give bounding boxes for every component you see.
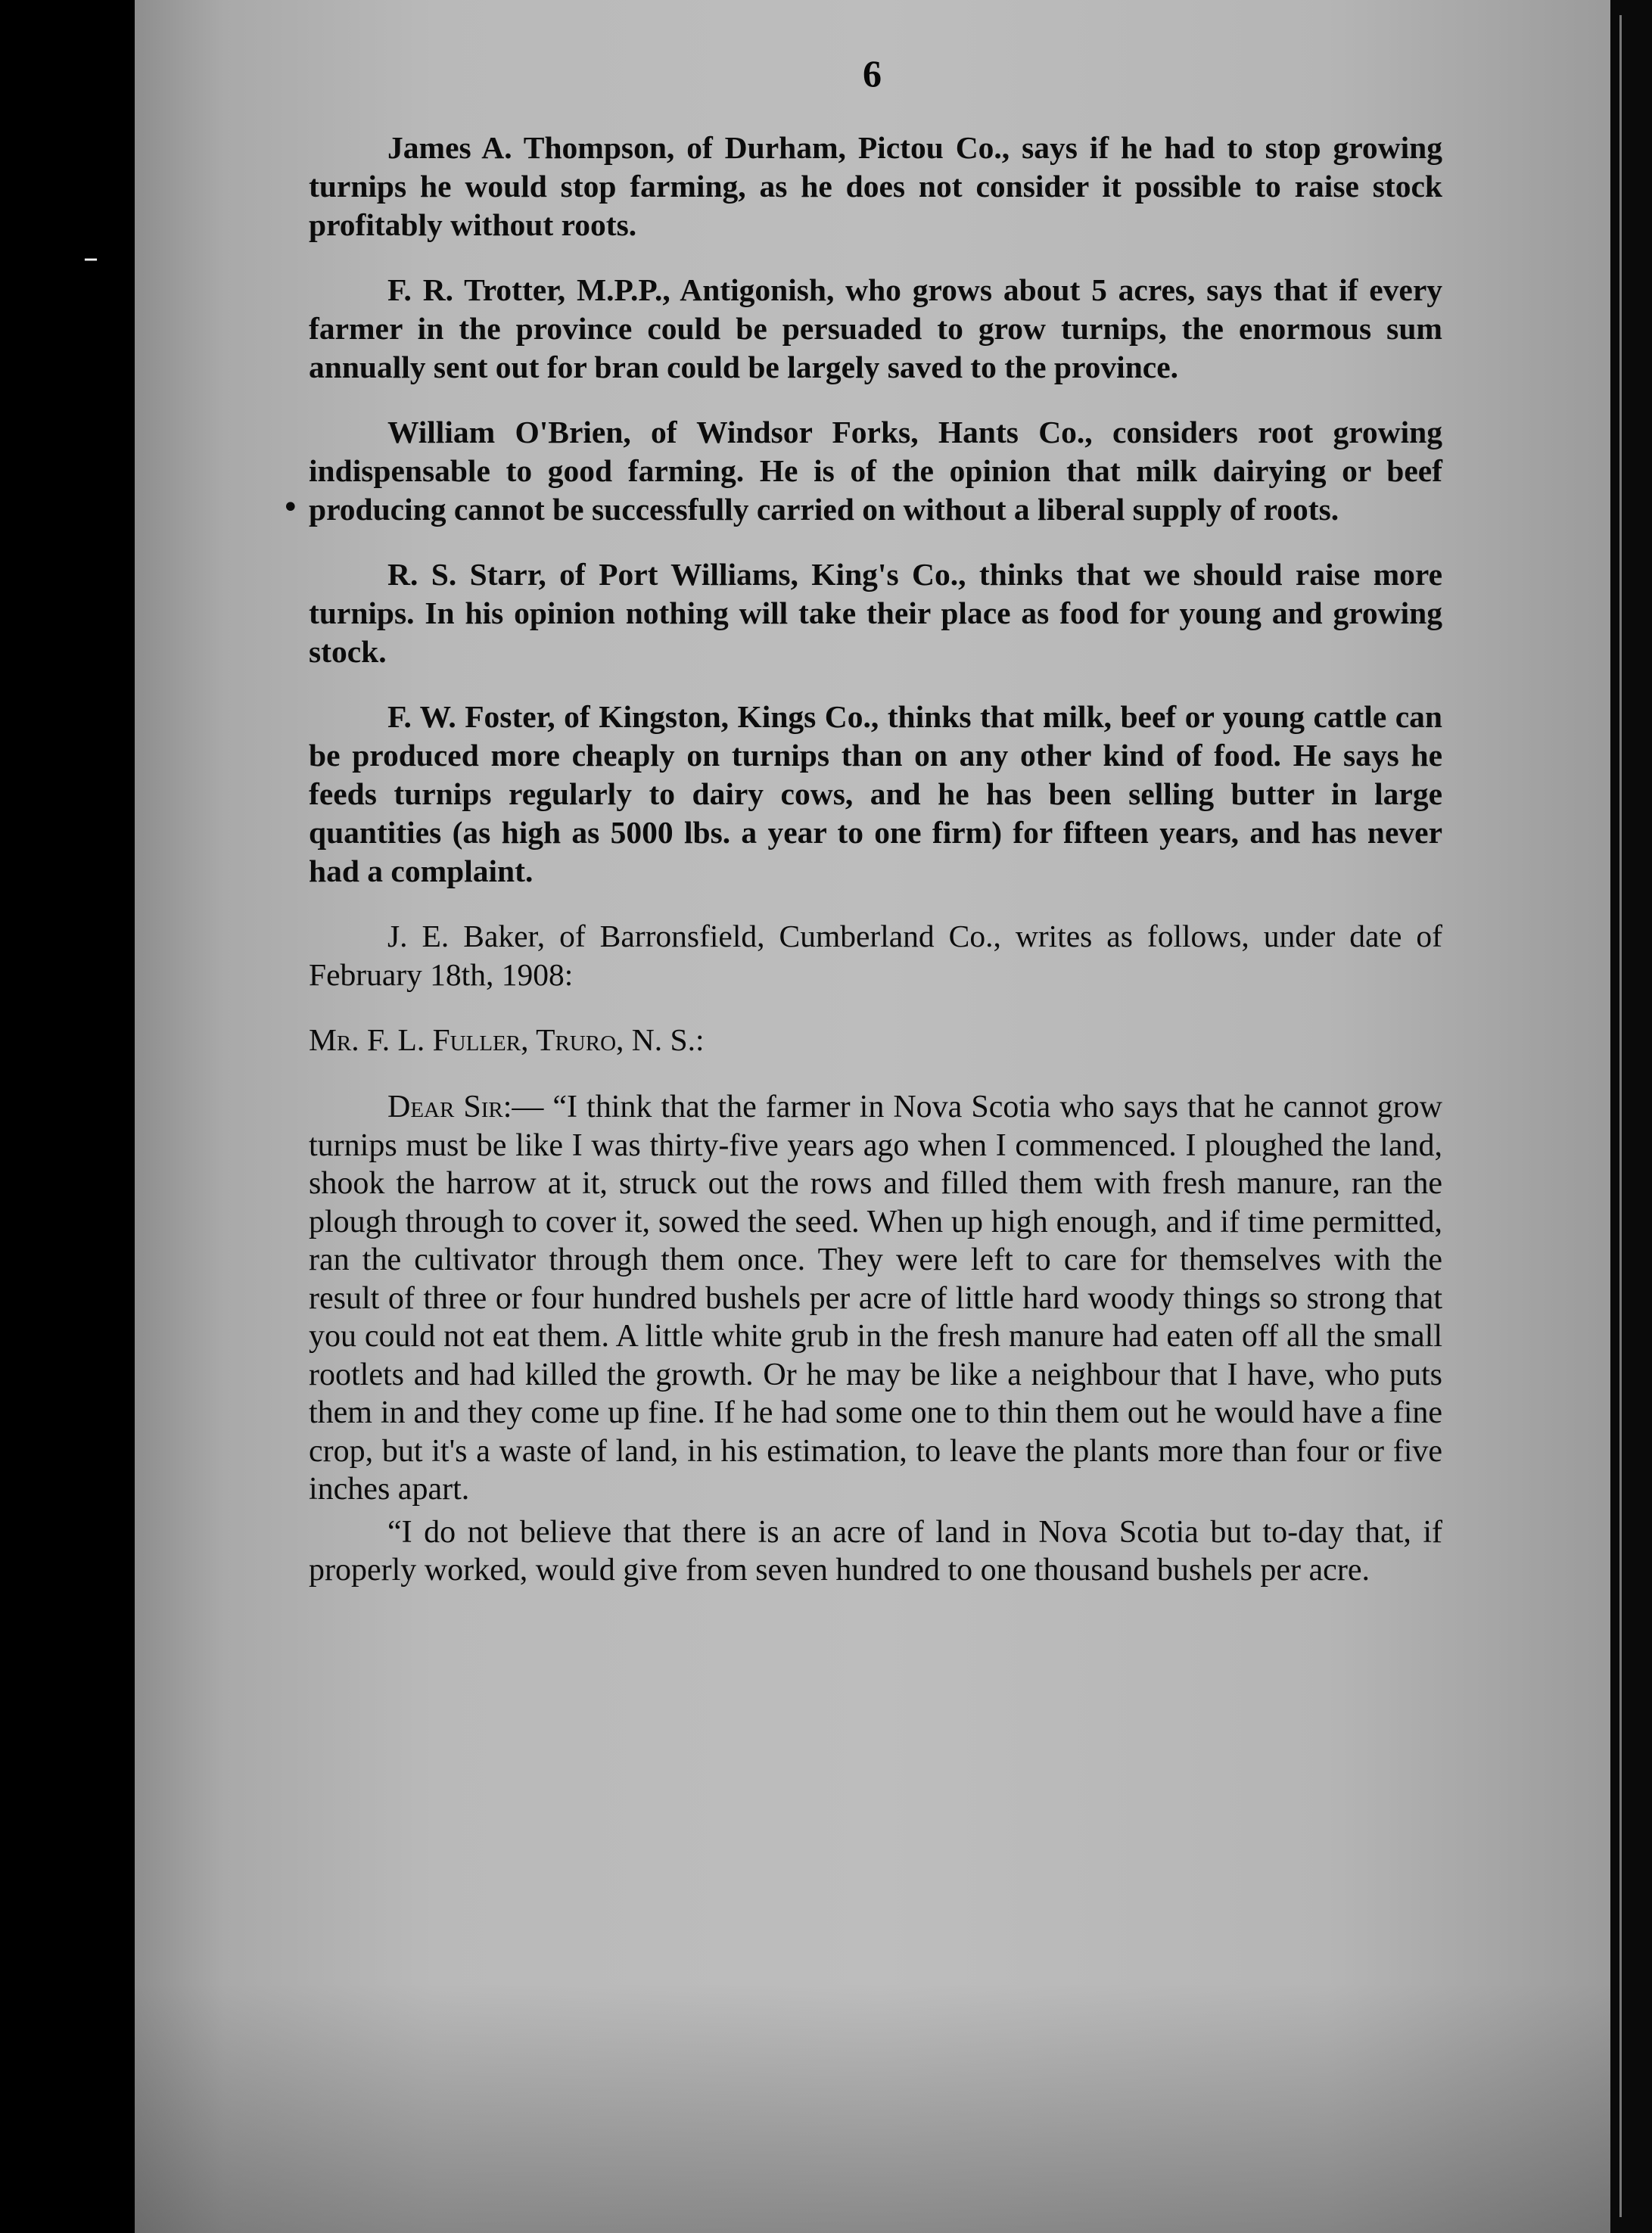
- paragraph-starr: R. S. Starr, of Port Williams, King's Co., thinks that we should raise more turnips. In his opinion nothing will take their place as food for young and growing stock.: [309, 557, 1442, 669]
- document-body: [309, 129, 1442, 1594]
- letter-body-1: :— “I think that the farmer in Nova Scotia who says that he cannot grow turnips must be like I was thirty-five years ago when I commenced. I ploughed the land, shook the harrow at it, struck out the rows and filled them with fresh manure, ran the plough through to cover it, sowed the seed. When up high enough, and if time permitted, ran the cultivator through them once. They were left to care for themselves with the result of three or four hundred bushels per acre of little hard woody things so strong that you could not eat them. A little white grub in the fresh manure had eaten off all the small rootlets and had killed the growth. Or he may be like a neighbour that I have, who puts them in and they come up fine. If he had some one to thin them out he would have a fine crop, but it's a waste of land, in his estimation, to leave the plants more than four or five inches apart.: [309, 1090, 1442, 1507]
- book-spine-edge: [1610, 0, 1652, 2233]
- letter-paragraph-1: [309, 1088, 1442, 1509]
- paragraph-baker-intro: J. E. Baker, of Barronsfield, Cumberland Co., writes as follows, under date of February 18th, 1908:: [309, 919, 1442, 992]
- margin-mark-icon: –: [83, 241, 98, 275]
- paragraph-trotter: F. R. Trotter, M.P.P., Antigonish, who grows about 5 acres, says that if every farmer in the province could be persuaded to grow turnips, the enormous sum annually sent out for bran could be largely saved to the province.: [309, 272, 1442, 384]
- letter-salutation: Dear Sir: [387, 1090, 503, 1124]
- paragraph-thompson: James A. Thompson, of Durham, Pictou Co., says if he had to stop growing turnips he would stop farming, as he does not consider it possible to raise stock profitably without roots.: [309, 130, 1442, 242]
- paragraph-obrien: William O'Brien, of Windsor Forks, Hants Co., considers root growing indispensable to good farming. He is of the opinion that milk dairying or beef producing cannot be successfully carried on without a liberal supply of roots.: [309, 415, 1442, 527]
- paragraph-foster: F. W. Foster, of Kingston, Kings Co., thinks that milk, beef or young cattle can be produced more cheaply on turnips than on any other kind of food. He says he feeds turnips regularly to dairy cows, and he has been selling butter in large quantities (as high as 5000 lbs. a year to one firm) for fifteen years, and has never had a complaint.: [309, 699, 1442, 888]
- letter-addressee: Mr. F. L. Fuller, Truro, N. S.:: [309, 1022, 705, 1057]
- letter-paragraph-2: “I do not believe that there is an acre of land in Nova Scotia but to-day that, if properly worked, would give from seven hundred to one thousand bushels per acre.: [309, 1514, 1442, 1588]
- page-edge-line: [1619, 15, 1622, 2217]
- page-number: 6: [863, 52, 882, 95]
- margin-dot-icon: •: [282, 490, 300, 525]
- page-shadow: [135, 1983, 1626, 2233]
